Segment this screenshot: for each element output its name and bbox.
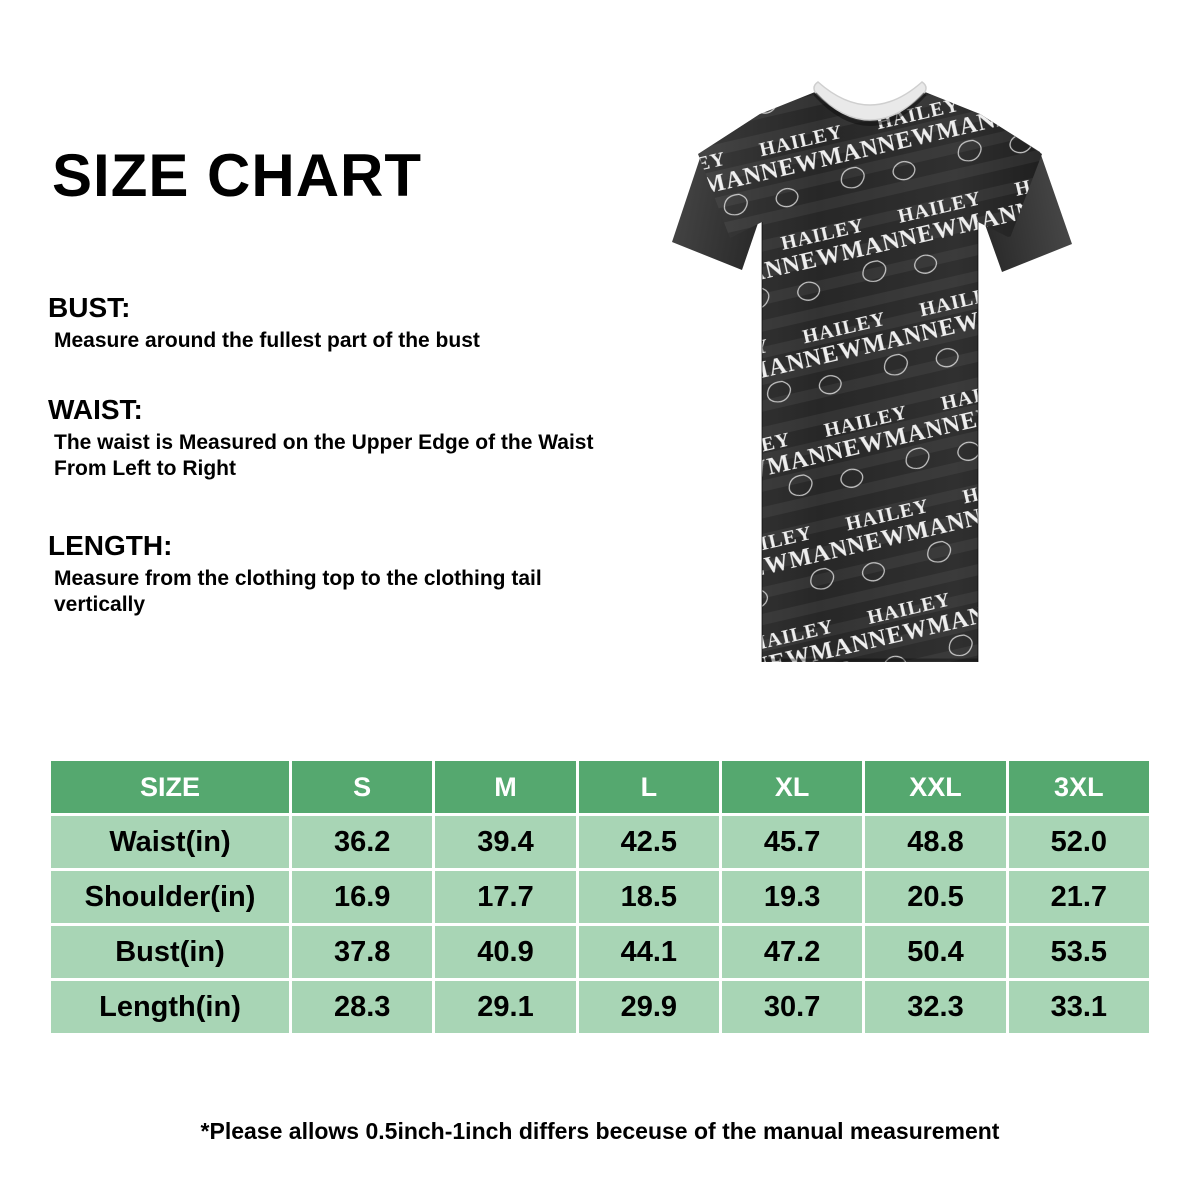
- table-cell: 53.5: [1009, 926, 1149, 978]
- table-header-cell: M: [435, 761, 575, 813]
- table-row: [51, 871, 1149, 923]
- table-header-cell: S: [292, 761, 432, 813]
- table-row: [51, 816, 1149, 868]
- row-label: Shoulder(in): [51, 871, 289, 923]
- table-header-cell: 3XL: [1009, 761, 1149, 813]
- table-cell: 47.2: [722, 926, 862, 978]
- row-label: Bust(in): [51, 926, 289, 978]
- measurement-block-bust: [48, 292, 608, 354]
- product-image: [610, 62, 1130, 682]
- table-row: [51, 981, 1149, 1033]
- table-header-cell: L: [579, 761, 719, 813]
- table-cell: 50.4: [865, 926, 1005, 978]
- table-cell: 40.9: [435, 926, 575, 978]
- table-cell: 32.3: [865, 981, 1005, 1033]
- page-title: SIZE CHART: [52, 142, 422, 209]
- row-label: Length(in): [51, 981, 289, 1033]
- table-cell: 52.0: [1009, 816, 1149, 868]
- measurement-description-waist: The waist is Measured on the Upper Edge of the Waist From Left to Right: [54, 431, 594, 481]
- tshirt-illustration: [610, 62, 1130, 682]
- table-cell: 42.5: [579, 816, 719, 868]
- table-cell: 33.1: [1009, 981, 1149, 1033]
- size-chart-table: [48, 758, 1152, 1036]
- table-cell: 20.5: [865, 871, 1005, 923]
- table-cell: 44.1: [579, 926, 719, 978]
- measurement-description-bust: Measure around the fullest part of the bust: [54, 329, 480, 352]
- table-cell: 48.8: [865, 816, 1005, 868]
- table-cell: 29.9: [579, 981, 719, 1033]
- table-cell: 45.7: [722, 816, 862, 868]
- table-cell: 16.9: [292, 871, 432, 923]
- table-cell: 37.8: [292, 926, 432, 978]
- table-cell: 18.5: [579, 871, 719, 923]
- measurement-block-length: [48, 530, 608, 619]
- table-row: [51, 926, 1149, 978]
- table-cell: 17.7: [435, 871, 575, 923]
- measurement-heading-length: LENGTH:: [48, 530, 173, 561]
- table-header-cell: XXL: [865, 761, 1005, 813]
- measurement-heading-waist: WAIST:: [48, 394, 143, 425]
- table-header-cell: XL: [722, 761, 862, 813]
- table-header-cell: SIZE: [51, 761, 289, 813]
- measurement-block-waist: [48, 394, 608, 483]
- table-cell: 39.4: [435, 816, 575, 868]
- table-cell: 19.3: [722, 871, 862, 923]
- table-cell: 29.1: [435, 981, 575, 1033]
- table-cell: 28.3: [292, 981, 432, 1033]
- table-cell: 36.2: [292, 816, 432, 868]
- table-cell: 21.7: [1009, 871, 1149, 923]
- row-label: Waist(in): [51, 816, 289, 868]
- measurement-heading-bust: BUST:: [48, 292, 131, 323]
- table-header-row: [51, 761, 1149, 813]
- measurement-description-length: Measure from the clothing top to the clothing tail vertically: [54, 567, 542, 617]
- footnote: *Please allows 0.5inch-1inch differs beceuse of the manual measurement: [200, 1118, 1000, 1144]
- table-cell: 30.7: [722, 981, 862, 1033]
